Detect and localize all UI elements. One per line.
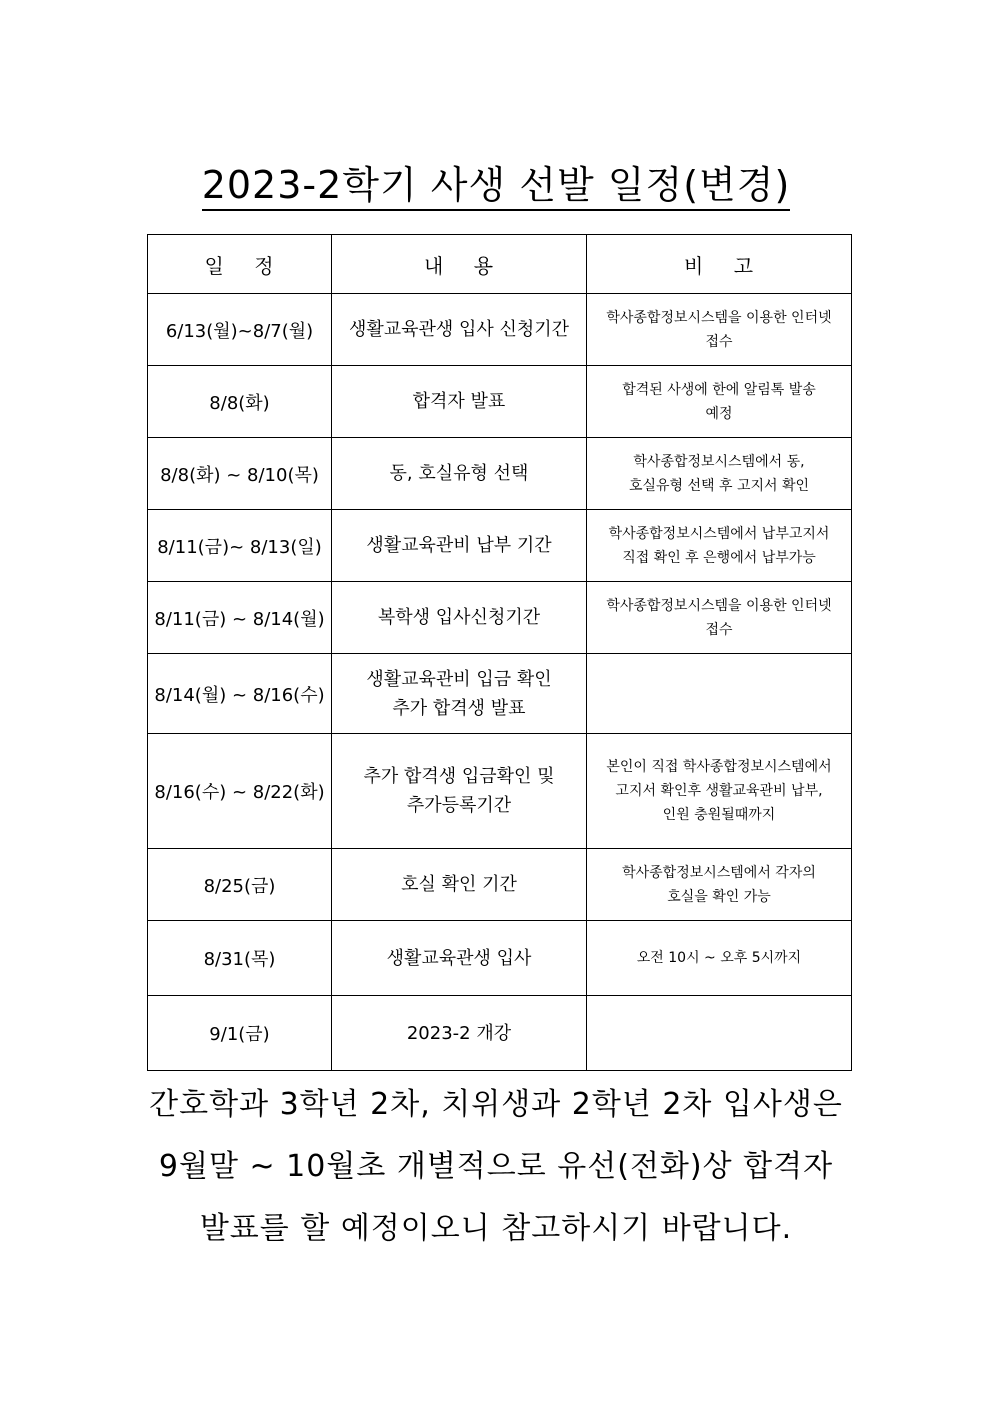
table-row [148, 366, 852, 438]
note-line: 본인이 직접 학사종합정보시스템에서 [606, 759, 832, 775]
content-cell [332, 294, 587, 366]
note-cell [587, 654, 852, 734]
content-line: 2023-2 개강 [406, 1022, 512, 1044]
content-cell [332, 438, 587, 510]
date-cell: 8/11(금)~ 8/13(일) [148, 510, 332, 582]
note-line: 예정 [705, 405, 733, 422]
table-row [148, 849, 852, 921]
notice-text [0, 1074, 992, 1260]
note-line: 학사종합정보시스템에서 동, [633, 453, 805, 470]
content-cell [332, 849, 587, 921]
date-cell: 8/11(금) ~ 8/14(월) [148, 582, 332, 654]
date-cell: 6/13(월)~8/7(월) [148, 294, 332, 366]
note-cell [587, 849, 852, 921]
content-cell [332, 734, 587, 849]
note-cell [587, 582, 852, 654]
note-line: 호실유형 선택 후 고지서 확인 [628, 477, 810, 494]
date-cell: 8/14(월) ~ 8/16(수) [148, 654, 332, 734]
date-cell: 8/31(목) [148, 921, 332, 996]
table-row [148, 510, 852, 582]
note-line: 접수 [705, 333, 733, 350]
table-row [148, 582, 852, 654]
content-cell [332, 366, 587, 438]
content-cell [332, 996, 587, 1071]
table-row [148, 734, 852, 849]
note-line: 호실을 확인 가능 [667, 888, 771, 905]
content-line: 추가등록기간 [406, 795, 512, 816]
content-line: 생활교육관생 입사 [386, 947, 532, 969]
note-line: 학사종합정보시스템을 이용한 인터넷 [606, 309, 832, 326]
document-title [0, 160, 992, 210]
content-cell [332, 654, 587, 734]
table-row [148, 996, 852, 1071]
schedule-table [147, 234, 852, 1071]
content-line: 추가 합격생 입금확인 및 [363, 766, 555, 787]
note-cell [587, 294, 852, 366]
content-line: 동, 호실유형 선택 [389, 463, 529, 484]
date-cell: 8/16(수) ~ 8/22(화) [148, 734, 332, 849]
date-cell: 9/1(금) [148, 996, 332, 1071]
date-cell: 8/8(화) [148, 366, 332, 438]
note-line: 합격된 사생에 한에 알림톡 발송 [622, 381, 816, 398]
content-line: 합격자 발표 [412, 391, 506, 412]
notice-line: 간호학과 3학년 2차, 치위생과 2학년 2차 입사생은 [149, 1087, 843, 1122]
note-line: 학사종합정보시스템에서 납부고지서 [608, 525, 830, 542]
note-cell [587, 734, 852, 849]
table-row [148, 654, 852, 734]
table-row [148, 921, 852, 996]
note-cell [587, 921, 852, 996]
header-note: 비 고 [587, 235, 852, 294]
date-cell: 8/25(금) [148, 849, 332, 921]
content-line: 추가 합격생 발표 [392, 697, 526, 719]
notice-line: 발표를 할 예정이오니 참고하시기 바랍니다. [199, 1211, 793, 1246]
note-line: 직접 확인 후 은행에서 납부가능 [622, 549, 816, 566]
table-row [148, 438, 852, 510]
date-cell: 8/8(화) ~ 8/10(목) [148, 438, 332, 510]
table-header-row [148, 235, 852, 294]
content-line: 생활교육관비 입금 확인 [366, 668, 552, 690]
note-cell [587, 510, 852, 582]
note-cell [587, 438, 852, 510]
content-cell [332, 510, 587, 582]
note-line: 오전 10시 ~ 오후 5시까지 [636, 950, 802, 966]
schedule-rows [148, 294, 852, 1071]
table-row [148, 294, 852, 366]
note-line: 고지서 확인후 생활교육관비 납부, [615, 783, 823, 799]
notice-line: 9월말 ~ 10월초 개별적으로 유선(전화)상 합격자 [158, 1149, 834, 1184]
note-cell [587, 996, 852, 1071]
content-cell [332, 582, 587, 654]
content-line: 생활교육관생 입사 신청기간 [348, 319, 570, 340]
content-cell [332, 921, 587, 996]
note-line: 학사종합정보시스템에서 각자의 [622, 864, 816, 881]
note-line: 접수 [705, 621, 733, 638]
content-line: 생활교육관비 납부 기간 [366, 535, 552, 556]
note-line: 인원 충원될때까지 [662, 807, 776, 823]
header-date: 일 정 [148, 235, 332, 294]
header-content: 내 용 [332, 235, 587, 294]
document-title-text: 2023-2학기 사생 선발 일정(변경) [202, 163, 791, 211]
content-line: 복학생 입사신청기간 [377, 607, 541, 628]
content-line: 호실 확인 기간 [401, 874, 517, 895]
note-line: 학사종합정보시스템을 이용한 인터넷 [606, 597, 832, 614]
note-cell [587, 366, 852, 438]
